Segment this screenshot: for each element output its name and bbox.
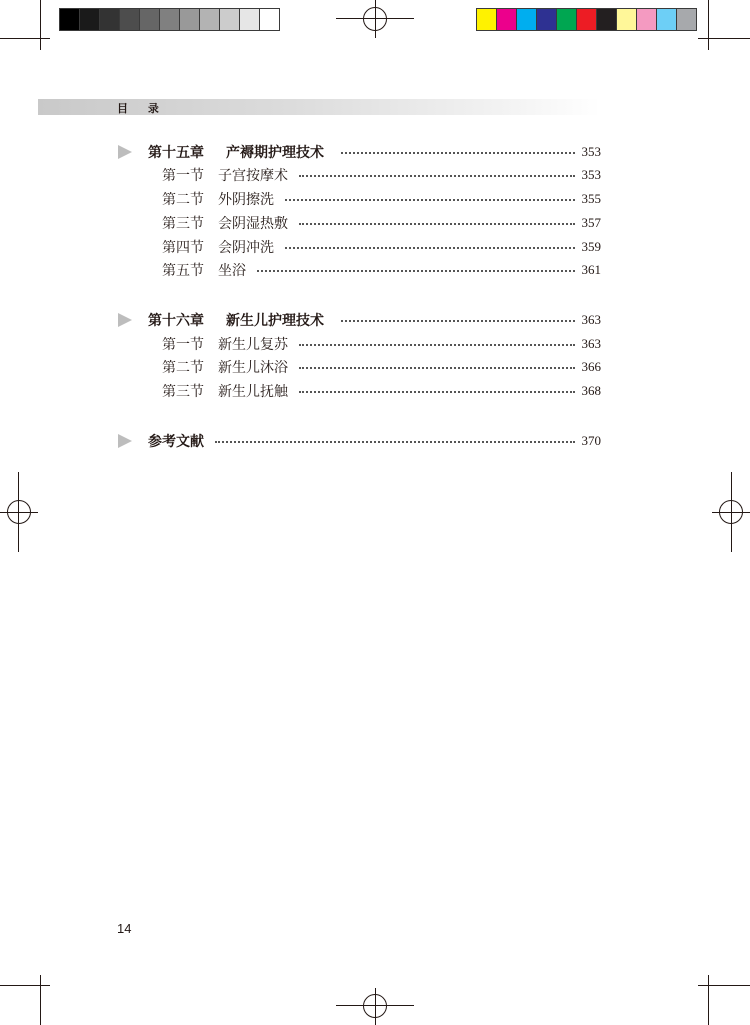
toc-section-row[interactable] bbox=[0, 187, 750, 209]
calibration-swatch bbox=[596, 8, 617, 31]
page-number: 357 bbox=[581, 215, 601, 230]
toc-section-row[interactable] bbox=[0, 211, 750, 233]
calibration-swatch bbox=[239, 8, 260, 31]
color-calibration-strip bbox=[477, 8, 697, 30]
leader-dots bbox=[341, 152, 575, 154]
page-number: 363 bbox=[581, 336, 601, 351]
references-title: 参考文献 bbox=[148, 434, 204, 450]
section-title: 会阴湿热敷 bbox=[218, 216, 288, 232]
toc-section-row[interactable] bbox=[0, 379, 750, 401]
toc-section-row[interactable] bbox=[0, 355, 750, 377]
toc-section-row[interactable] bbox=[0, 163, 750, 185]
leader-dots bbox=[299, 175, 575, 177]
chapter-arrow-icon bbox=[118, 313, 132, 327]
calibration-swatch bbox=[536, 8, 557, 31]
toc-chapter-row[interactable] bbox=[0, 140, 750, 162]
toc-section-row[interactable] bbox=[0, 258, 750, 280]
section-title: 坐浴 bbox=[218, 263, 246, 279]
leader-dots bbox=[299, 223, 575, 225]
chapter-title: 新生儿护理技术 bbox=[226, 313, 324, 329]
leader-dots bbox=[299, 367, 575, 369]
leader-dots bbox=[257, 270, 575, 272]
page-number: 353 bbox=[581, 167, 601, 182]
section-number: 第三节 bbox=[162, 384, 204, 400]
calibration-swatch bbox=[576, 8, 597, 31]
chapter-number: 第十五章 bbox=[148, 145, 204, 161]
toc-section-row[interactable] bbox=[0, 235, 750, 257]
leader-dots bbox=[299, 344, 575, 346]
page-title: 目 录 bbox=[117, 102, 167, 115]
page-number: 361 bbox=[581, 262, 601, 277]
chapter-arrow-icon bbox=[118, 145, 132, 159]
page-number: 359 bbox=[581, 239, 601, 254]
section-title: 新生儿抚触 bbox=[218, 384, 288, 400]
calibration-swatch bbox=[259, 8, 280, 31]
section-title: 子宫按摩术 bbox=[218, 168, 288, 184]
calibration-swatch bbox=[179, 8, 200, 31]
chapter-arrow-icon bbox=[118, 434, 132, 448]
toc-references-row[interactable] bbox=[0, 429, 750, 451]
calibration-swatch bbox=[59, 8, 80, 31]
calibration-swatch bbox=[496, 8, 517, 31]
leader-dots bbox=[285, 199, 575, 201]
section-title: 新生儿复苏 bbox=[218, 337, 288, 353]
calibration-swatch bbox=[119, 8, 140, 31]
section-title: 新生儿沐浴 bbox=[218, 360, 288, 376]
section-number: 第一节 bbox=[162, 337, 204, 353]
section-title: 会阴冲洗 bbox=[218, 240, 274, 256]
section-number: 第二节 bbox=[162, 360, 204, 376]
page-number: 355 bbox=[581, 191, 601, 206]
chapter-title: 产褥期护理技术 bbox=[226, 145, 324, 161]
toc-chapter-row[interactable] bbox=[0, 308, 750, 330]
calibration-swatch bbox=[636, 8, 657, 31]
page-number: 353 bbox=[581, 144, 601, 159]
section-title: 外阴擦洗 bbox=[218, 192, 274, 208]
section-number: 第五节 bbox=[162, 263, 204, 279]
calibration-swatch bbox=[79, 8, 100, 31]
calibration-swatch bbox=[556, 8, 577, 31]
calibration-swatch bbox=[476, 8, 497, 31]
footer-page-number: 14 bbox=[117, 921, 132, 936]
page-number: 368 bbox=[581, 383, 601, 398]
calibration-swatch bbox=[139, 8, 160, 31]
leader-dots bbox=[341, 320, 575, 322]
gray-calibration-strip bbox=[60, 8, 280, 30]
section-number: 第一节 bbox=[162, 168, 204, 184]
leader-dots bbox=[285, 247, 575, 249]
calibration-swatch bbox=[219, 8, 240, 31]
calibration-swatch bbox=[616, 8, 637, 31]
section-number: 第三节 bbox=[162, 216, 204, 232]
calibration-swatch bbox=[676, 8, 697, 31]
section-number: 第四节 bbox=[162, 240, 204, 256]
leader-dots bbox=[299, 391, 575, 393]
page-number: 363 bbox=[581, 312, 601, 327]
leader-dots bbox=[215, 441, 575, 443]
page-number: 370 bbox=[581, 433, 601, 448]
calibration-swatch bbox=[516, 8, 537, 31]
calibration-swatch bbox=[199, 8, 220, 31]
section-number: 第二节 bbox=[162, 192, 204, 208]
calibration-swatch bbox=[159, 8, 180, 31]
page-number: 366 bbox=[581, 359, 601, 374]
chapter-number: 第十六章 bbox=[148, 313, 204, 329]
toc-section-row[interactable] bbox=[0, 332, 750, 354]
calibration-swatch bbox=[656, 8, 677, 31]
calibration-swatch bbox=[99, 8, 120, 31]
